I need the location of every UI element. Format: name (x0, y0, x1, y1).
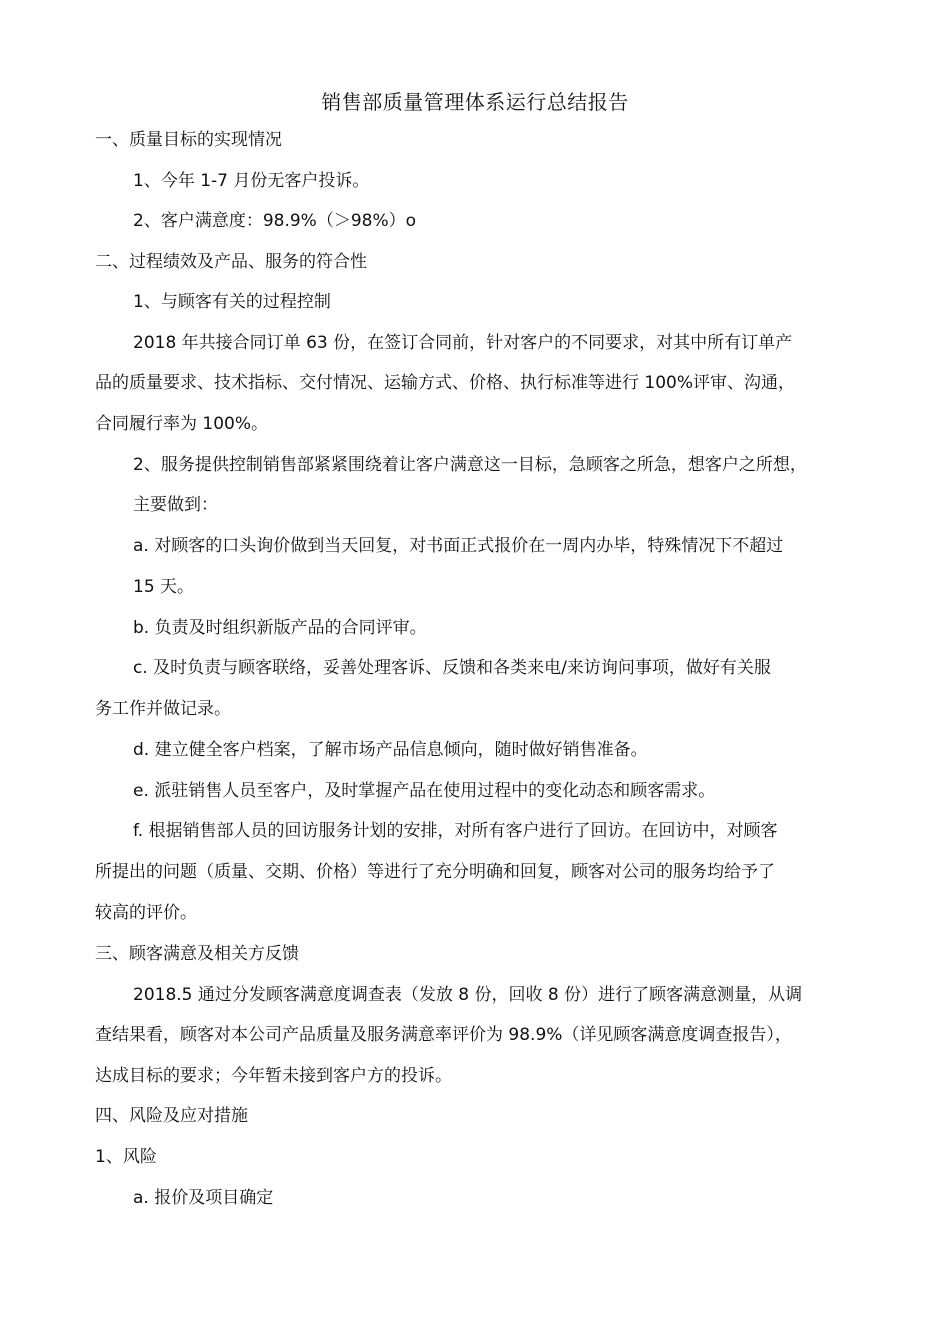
paragraph-line: 查结果看，顾客对本公司产品质量及服务满意率评价为 98.9%（详见顾客满意度调查报告）， (95, 1025, 792, 1045)
document-title: 销售部质量管理体系运行总结报告 (321, 90, 629, 114)
subsection-heading: 1、风险 (95, 1147, 157, 1167)
list-item-d: d. 建立健全客户档案，了解市场产品信息倾向，随时做好销售准备。 (133, 740, 648, 760)
paragraph-line: 2018.5 通过分发顾客满意度调查表（发放 8 份，回收 8 份）进行了顾客满意测量，从调 (133, 985, 803, 1005)
paragraph-line: 合同履行率为 100%。 (95, 414, 269, 434)
subsection-heading: 1、与顾客有关的过程控制 (133, 292, 331, 312)
paragraph-line: 2、客户满意度：98.9%（＞98%）o (133, 211, 417, 231)
section-heading-1: 一、质量目标的实现情况 (95, 130, 282, 150)
list-item-e: e. 派驻销售人员至客户，及时掌握产品在使用过程中的变化动态和顾客需求。 (133, 781, 716, 801)
section-heading-2: 二、过程绩效及产品、服务的符合性 (95, 252, 367, 272)
paragraph-line: 1、今年 1-7 月份无客户投诉。 (133, 171, 370, 191)
paragraph-line: 主要做到： (133, 495, 218, 515)
paragraph-line: 达成目标的要求；今年暂未接到客户方的投诉。 (95, 1066, 452, 1086)
paragraph-line: 15 天。 (133, 577, 195, 597)
paragraph-line: 所提出的问题（质量、交期、价格）等进行了充分明确和回复，顾客对公司的服务均给予了 (95, 862, 775, 882)
section-heading-4: 四、风险及应对措施 (95, 1106, 248, 1126)
paragraph-line: 2、服务提供控制销售部紧紧围绕着让客户满意这一目标，急顾客之所急，想客户之所想， (133, 455, 807, 475)
paragraph-line: 2018 年共接合同订单 63 份，在签订合同前，针对客户的不同要求，对其中所有订单产 (133, 333, 793, 353)
list-item-b: b. 负责及时组织新版产品的合同评审。 (133, 618, 427, 638)
list-item-f: f. 根据销售部人员的回访服务计划的安排，对所有客户进行了回访。在回访中，对顾客 (133, 821, 778, 841)
paragraph-line: 较高的评价。 (95, 903, 197, 923)
paragraph-line: 品的质量要求、技术指标、交付情况、运输方式、价格、执行标准等进行 100%评审、沟通， (95, 373, 796, 393)
list-item-a: a. 报价及项目确定 (133, 1188, 274, 1208)
list-item-a: a. 对顾客的口头询价做到当天回复，对书面正式报价在一周内办毕，特殊情况下不超过 (133, 536, 784, 556)
list-item-c: c. 及时负责与顾客联络，妥善处理客诉、反馈和各类来电/来访询问事项，做好有关服 (133, 658, 771, 678)
section-heading-3: 三、顾客满意及相关方反馈 (95, 944, 299, 964)
paragraph-line: 务工作并做记录。 (95, 699, 231, 719)
